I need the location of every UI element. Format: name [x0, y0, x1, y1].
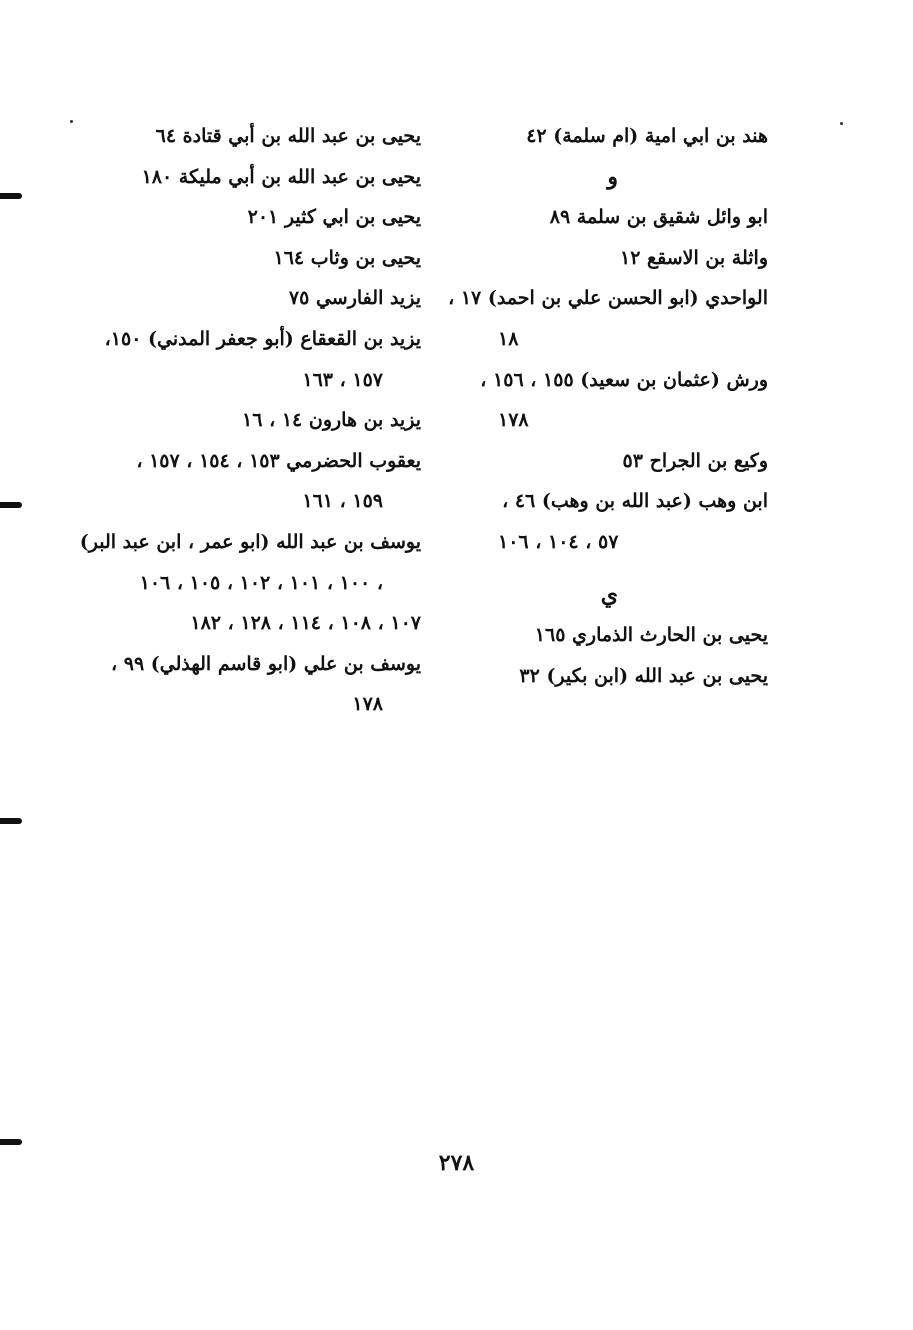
- page-number: ٢٧٨: [438, 1150, 475, 1176]
- index-entry: يحيى بن الحارث الذماري ١٦٥: [534, 624, 768, 647]
- index-entry: الواحدي (ابو الحسن علي بن احمد) ١٧ ،: [448, 287, 768, 310]
- index-entry-continuation: ١٧٨: [498, 409, 529, 432]
- index-entry: يحيى بن عبد الله (ابن بكير) ٣٢: [519, 664, 768, 687]
- binding-mark: [0, 502, 22, 508]
- index-column-right: [438, 116, 768, 696]
- index-entry: يحيى بن وثاب ١٦٤: [273, 246, 421, 269]
- index-entry: ورش (عثمان بن سعيد) ١٥٥ ، ١٥٦ ،: [480, 368, 768, 391]
- scan-speck: [70, 120, 73, 123]
- index-entry: يحيى بن عبد الله بن أبي قتادة ٦٤: [155, 125, 421, 147]
- index-entry: يوسف بن عبد الله (ابو عمر ، ابن عبد البر): [79, 530, 421, 553]
- index-column-left: [79, 116, 421, 725]
- index-entry-continuation: ١٨: [498, 327, 519, 350]
- index-entry: ابن وهب (عبد الله بن وهب) ٤٦ ،: [502, 490, 768, 513]
- index-entry: يحيى بن عبد الله بن أبي مليكة ١٨٠: [141, 165, 421, 188]
- section-gap: [438, 563, 768, 575]
- index-entry: واثلة بن الاسقع ١٢: [620, 246, 768, 269]
- section-letter-ya: ي: [600, 581, 618, 608]
- section-letter-waw: و: [607, 163, 618, 190]
- index-entry-continuation: ١٥٩ ، ١٦١: [302, 490, 383, 513]
- binding-mark: [0, 1139, 22, 1145]
- index-entry: يحيى بن ابي كثير ٢٠١: [247, 206, 421, 229]
- index-entry-continuation: ٥٧ ، ١٠٤ ، ١٠٦: [498, 530, 619, 553]
- index-entry-continuation: ١٠٧ ، ١٠٨ ، ١١٤ ، ١٢٨ ، ١٨٢: [190, 612, 421, 635]
- index-entry: هند بن ابي امية (ام سلمة) ٤٢: [526, 125, 768, 147]
- index-entry: يزيد الفارسي ٧٥: [288, 287, 421, 310]
- index-entry-continuation: ١٧٨: [352, 693, 383, 716]
- index-entry: يوسف بن علي (ابو قاسم الهذلي) ٩٩ ،: [111, 652, 421, 675]
- binding-mark: [0, 193, 22, 199]
- binding-mark: [0, 818, 22, 824]
- index-entry: وكيع بن الجراح ٥٣: [622, 449, 768, 472]
- index-entry: ابو وائل شقيق بن سلمة ٨٩: [549, 206, 768, 229]
- index-entry: يزيد بن القعقاع (أبو جعفر المدني) ١٥٠،: [104, 327, 421, 350]
- index-entry-continuation: ١٠٠ ، ١٠١ ، ١٠٢ ، ١٠٥ ، ١٠٦ ،: [139, 571, 383, 594]
- index-entry: يزيد بن هارون ١٤ ، ١٦: [242, 409, 421, 432]
- scan-speck: [840, 122, 843, 125]
- index-entry-continuation: ١٥٧ ، ١٦٣: [302, 368, 383, 391]
- index-entry: يعقوب الحضرمي ١٥٣ ، ١٥٤ ، ١٥٧ ،: [136, 449, 421, 472]
